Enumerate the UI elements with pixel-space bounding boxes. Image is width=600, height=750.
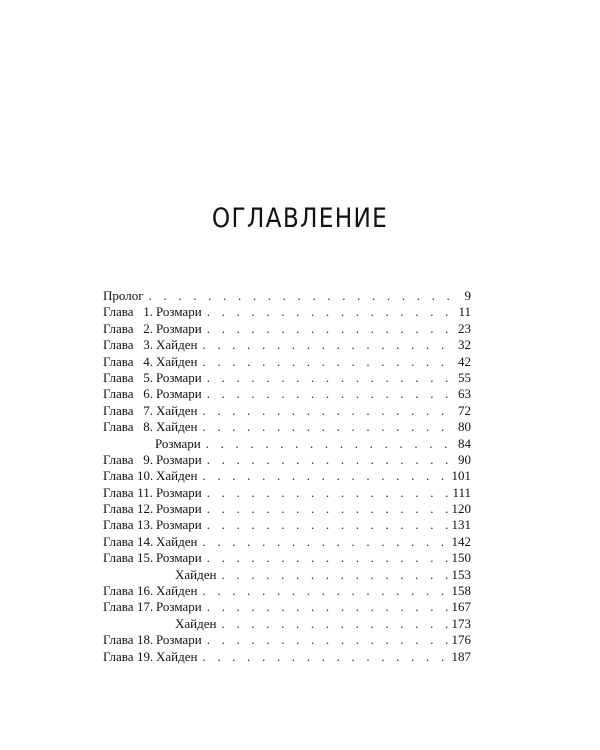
toc-entry-lead <box>103 304 153 320</box>
toc-entry-prefix: Глава <box>103 517 134 533</box>
toc-entry[interactable] <box>103 599 471 615</box>
toc-entry-prefix: Глава <box>103 402 134 418</box>
toc-entry-leader-dots <box>197 649 449 665</box>
toc-entry-lead <box>103 485 153 501</box>
toc-entry-prefix: Глава <box>103 550 134 566</box>
toc-entry-title: Розмари <box>156 550 202 566</box>
toc-entry-title: Хайден <box>156 419 198 435</box>
toc-entry[interactable] <box>103 616 471 632</box>
toc-entry-lead <box>103 370 153 386</box>
toc-entry[interactable] <box>103 452 471 468</box>
toc-entry-prefix: Глава <box>103 337 134 353</box>
toc-entry-leader-dots <box>216 616 449 632</box>
toc-entry-title: Хайден <box>156 353 198 369</box>
toc-entry-lead <box>103 567 153 583</box>
toc-entry-page: 84 <box>458 435 471 451</box>
toc-entry-number: 18. <box>137 632 154 648</box>
toc-entry-leader-dots <box>216 567 449 583</box>
toc-entry-title: Розмари <box>156 369 202 385</box>
toc-entry-page: 120 <box>451 501 471 517</box>
toc-entry-prefix: Глава <box>103 386 134 402</box>
toc-entry-title: Хайден <box>175 566 217 582</box>
toc-entry-lead <box>103 517 153 533</box>
toc-entry-leader-dots <box>202 632 450 648</box>
toc-entry[interactable] <box>103 370 471 386</box>
toc-entry[interactable] <box>103 468 471 484</box>
toc-entry-page: 63 <box>458 386 471 402</box>
toc-entry-title: Розмари <box>156 320 202 336</box>
toc-entry-leader-dots <box>197 354 451 370</box>
toc-entry-title: Хайден <box>156 648 198 664</box>
toc-entry-title: Пролог <box>103 288 144 303</box>
toc-list <box>103 288 471 665</box>
toc-entry-page: 142 <box>451 533 471 549</box>
toc-entry-lead <box>103 534 153 550</box>
toc-entry-prefix: Глава <box>103 419 134 435</box>
toc-entry-prefix: Глава <box>103 599 134 615</box>
toc-entry-leader-dots <box>197 419 451 435</box>
toc-entry-title: Хайден <box>156 583 198 599</box>
toc-entry-page: 101 <box>451 468 471 484</box>
toc-entry-leader-dots <box>202 386 451 402</box>
toc-entry-page: 131 <box>451 517 471 533</box>
toc-entry-leader-dots <box>202 321 451 337</box>
toc-entry[interactable] <box>103 419 471 435</box>
toc-entry-title: Хайден <box>175 615 217 631</box>
toc-entry[interactable] <box>103 304 471 320</box>
toc-entry-leader-dots <box>202 452 451 468</box>
toc-entry-leader-dots <box>202 304 451 320</box>
toc-entry-prefix: Глава <box>103 468 134 484</box>
toc-entry-leader-dots <box>202 599 450 615</box>
toc-entry-page: 72 <box>458 402 471 418</box>
toc-heading: ОГЛАВЛЕНИЕ <box>211 203 389 234</box>
toc-entry[interactable] <box>103 386 471 402</box>
toc-entry-number: 11. <box>137 484 153 500</box>
toc-entry-lead <box>103 501 153 517</box>
toc-entry-lead <box>103 436 153 452</box>
toc-entry-title: Хайден <box>156 533 198 549</box>
toc-entry-leader-dots <box>197 583 449 599</box>
toc-entry[interactable] <box>103 550 471 566</box>
toc-entry[interactable] <box>103 649 471 665</box>
toc-entry-page: 80 <box>458 419 471 435</box>
toc-entry-number: 9. <box>143 451 153 467</box>
toc-entry-leader-dots <box>197 337 451 353</box>
toc-entry-number: 19. <box>137 648 154 664</box>
toc-entry-page: 23 <box>458 320 471 336</box>
toc-entry-lead <box>103 468 153 484</box>
toc-entry-number: 6. <box>143 386 153 402</box>
toc-entry-leader-dots <box>202 550 450 566</box>
toc-entry-page: 90 <box>458 451 471 467</box>
toc-entry[interactable] <box>103 354 471 370</box>
toc-entry-page: 111 <box>452 484 471 500</box>
toc-entry[interactable] <box>103 403 471 419</box>
toc-entry-number: 4. <box>143 353 153 369</box>
toc-entry-prefix: Глава <box>103 451 134 467</box>
toc-entry-title: Розмари <box>156 484 202 500</box>
toc-entry-number: 7. <box>143 402 153 418</box>
toc-entry-leader-dots <box>197 468 449 484</box>
toc-entry-prefix: Глава <box>103 484 134 500</box>
toc-entry-number: 15. <box>137 550 154 566</box>
toc-entry-title: Розмари <box>156 501 202 517</box>
toc-entry-number: 5. <box>143 369 153 385</box>
toc-entry[interactable] <box>103 321 471 337</box>
toc-entry[interactable] <box>103 583 471 599</box>
toc-entry[interactable] <box>103 632 471 648</box>
toc-entry-leader-dots <box>144 288 451 304</box>
toc-entry-page: 42 <box>458 353 471 369</box>
toc-entry-title: Хайден <box>156 337 198 353</box>
toc-entry-title: Хайден <box>156 402 198 418</box>
toc-entry[interactable] <box>103 288 471 304</box>
toc-entry-page: 187 <box>451 648 471 664</box>
toc-entry-number: 2. <box>143 320 153 336</box>
toc-entry-leader-dots <box>202 517 450 533</box>
toc-entry-prefix: Глава <box>103 632 134 648</box>
toc-entry-title: Розмари <box>156 304 202 320</box>
toc-entry-number: 8. <box>143 419 153 435</box>
toc-entry-prefix: Глава <box>103 320 134 336</box>
toc-entry-number: 1. <box>143 304 153 320</box>
toc-entry-number: 13. <box>137 517 154 533</box>
toc-entry-lead <box>103 632 153 648</box>
toc-entry-lead <box>103 419 153 435</box>
toc-entry-lead <box>103 321 153 337</box>
toc-entry-page: 32 <box>458 337 471 353</box>
toc-entry[interactable] <box>103 567 471 583</box>
toc-entry-lead <box>103 354 153 370</box>
toc-entry-prefix: Глава <box>103 304 134 320</box>
toc-entry-page: 9 <box>464 288 471 303</box>
toc-entry-page: 167 <box>451 599 471 615</box>
toc-entry-leader-dots <box>202 485 451 501</box>
toc-entry-page: 55 <box>458 369 471 385</box>
toc-entry[interactable] <box>103 534 471 550</box>
toc-entry-leader-dots <box>202 501 450 517</box>
toc-entry-title: Розмари <box>155 435 201 451</box>
toc-entry-lead <box>103 403 153 419</box>
toc-entry-page: 150 <box>451 550 471 566</box>
toc-entry-lead <box>103 452 153 468</box>
toc-entry-page: 11 <box>458 304 471 320</box>
toc-entry-number: 16. <box>137 583 154 599</box>
toc-entry-lead <box>103 616 153 632</box>
toc-entry-leader-dots <box>197 534 449 550</box>
toc-entry-page: 173 <box>451 615 471 631</box>
toc-entry-number: 12. <box>137 501 154 517</box>
toc-entry-prefix: Глава <box>103 583 134 599</box>
toc-entry-page: 176 <box>451 632 471 648</box>
toc-entry[interactable] <box>103 436 471 452</box>
toc-entry-lead <box>103 337 153 353</box>
toc-entry-prefix: Глава <box>103 353 134 369</box>
toc-entry-lead <box>103 649 153 665</box>
toc-entry[interactable] <box>103 337 471 353</box>
toc-entry-prefix: Глава <box>103 501 134 517</box>
toc-entry-number: 3. <box>143 337 153 353</box>
toc-entry-title: Розмари <box>156 599 202 615</box>
toc-entry-title: Розмари <box>156 451 202 467</box>
toc-entry-lead <box>103 583 153 599</box>
toc-entry-prefix: Глава <box>103 369 134 385</box>
toc-entry-lead <box>103 599 153 615</box>
toc-entry[interactable] <box>103 485 471 501</box>
toc-entry-prefix: Глава <box>103 533 134 549</box>
toc-entry-prefix: Глава <box>103 648 134 664</box>
toc-entry-title: Хайден <box>156 468 198 484</box>
toc-entry-number: 14. <box>137 533 154 549</box>
toc-entry[interactable] <box>103 501 471 517</box>
toc-entry-number: 10. <box>137 468 154 484</box>
toc-entry-leader-dots <box>197 403 451 419</box>
toc-entry-title: Розмари <box>156 386 202 402</box>
toc-entry-leader-dots <box>201 436 451 452</box>
toc-entry-title: Розмари <box>156 632 202 648</box>
toc-entry-number: 17. <box>137 599 154 615</box>
toc-entry-lead <box>103 386 153 402</box>
toc-entry-leader-dots <box>202 370 451 386</box>
toc-entry[interactable] <box>103 517 471 533</box>
toc-entry-lead <box>103 550 153 566</box>
toc-entry-page: 158 <box>451 583 471 599</box>
toc-entry-page: 153 <box>451 566 471 582</box>
toc-entry-title: Розмари <box>156 517 202 533</box>
